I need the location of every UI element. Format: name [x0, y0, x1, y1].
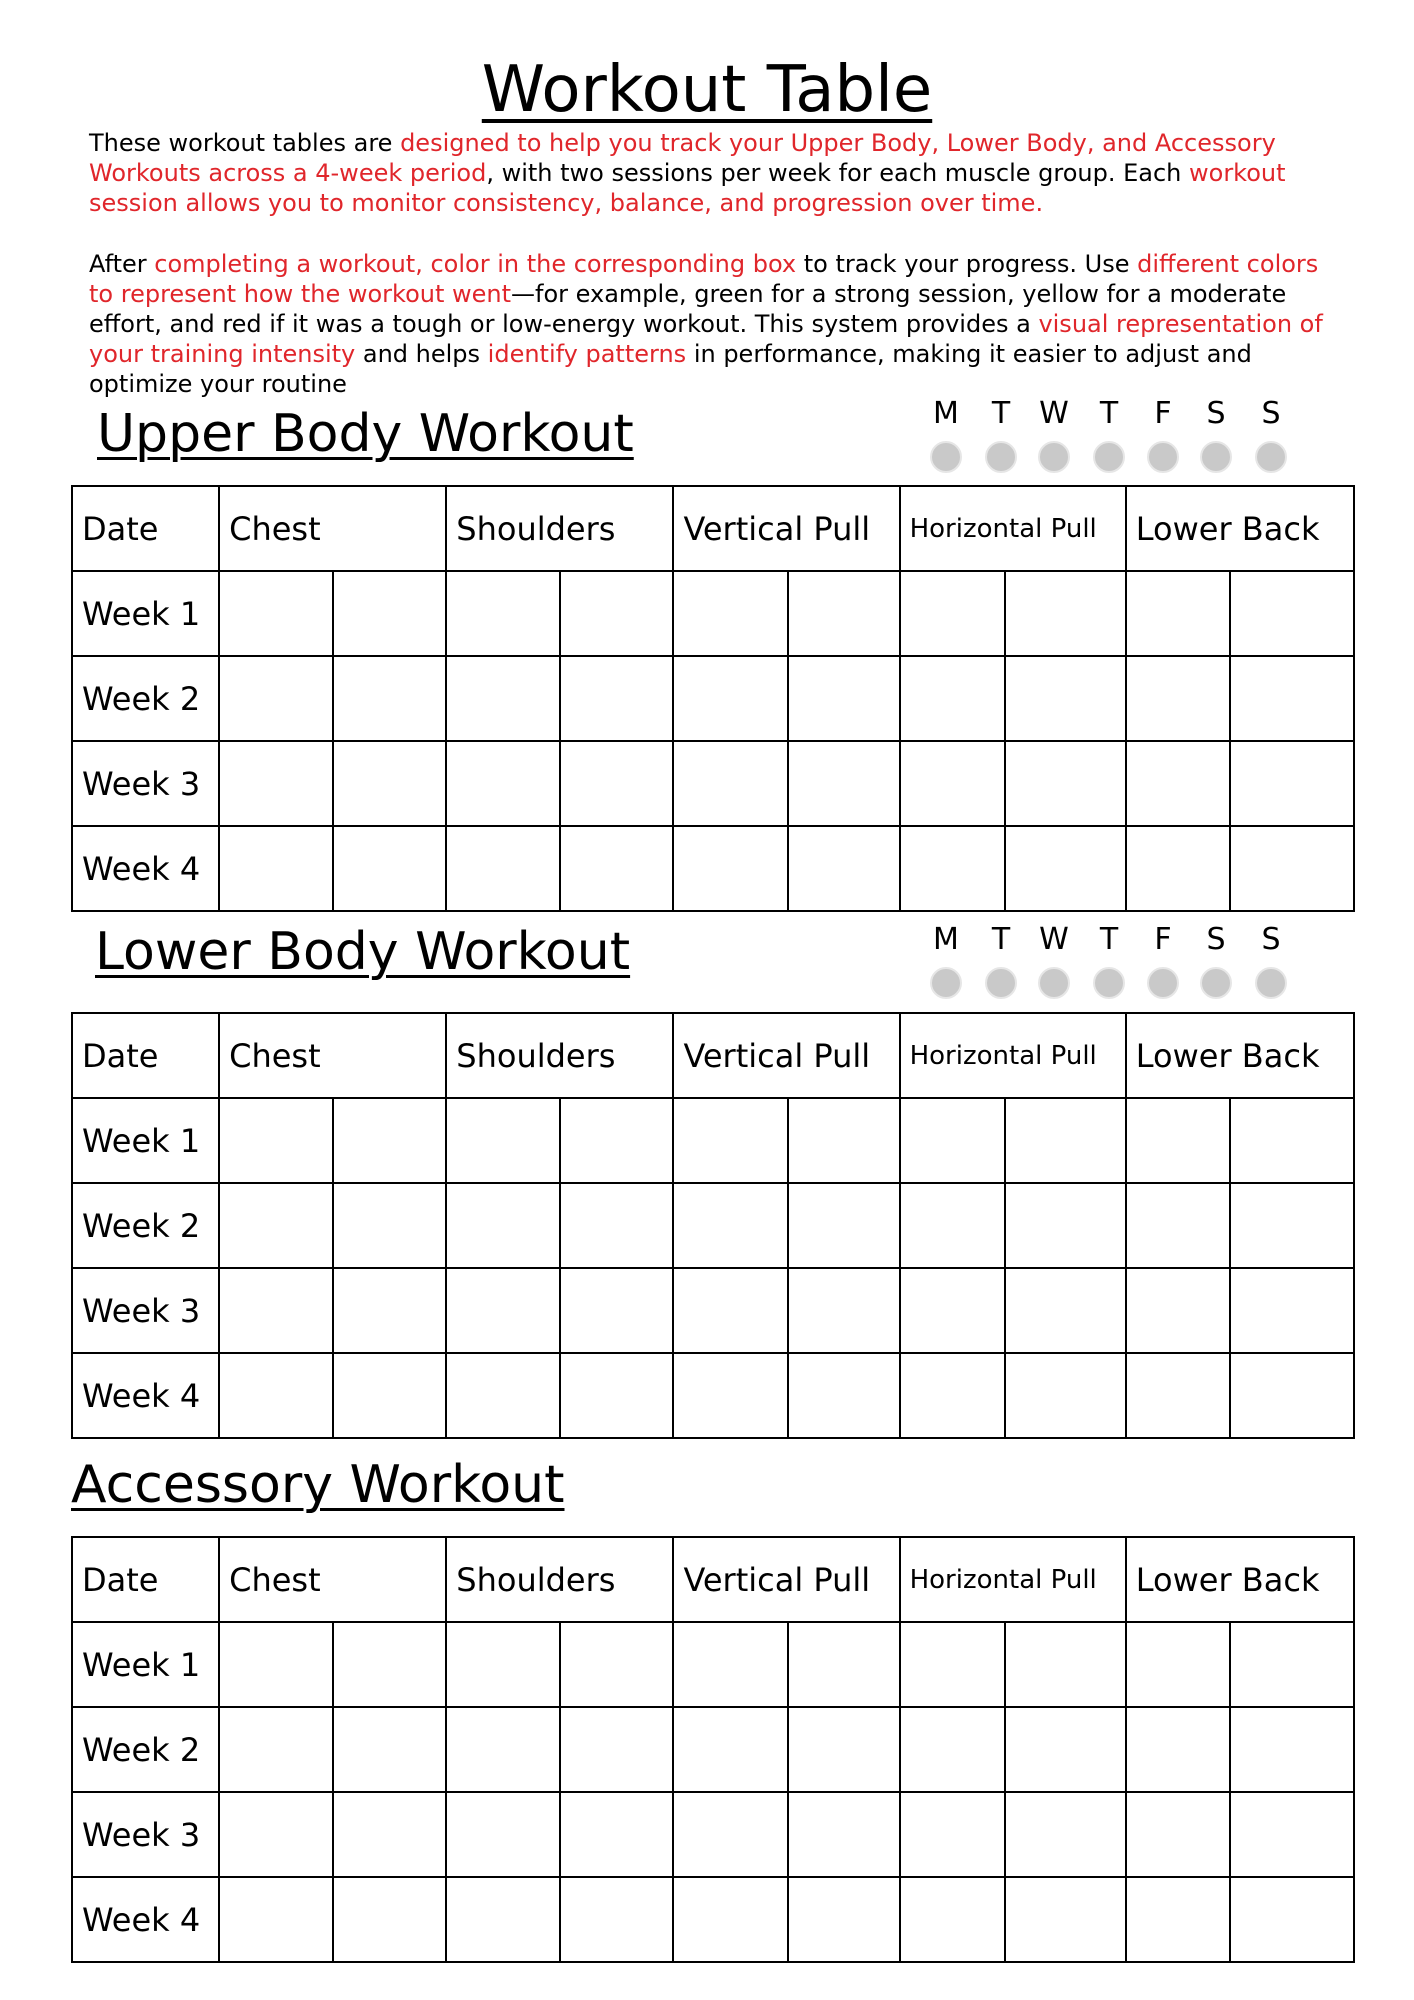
- day-label: F: [1154, 922, 1172, 957]
- session-box[interactable]: [560, 1707, 673, 1792]
- column-header: Horizontal Pull: [900, 1013, 1126, 1098]
- session-box[interactable]: [900, 1792, 1005, 1877]
- week-label: Week 4: [72, 1877, 219, 1962]
- lower-body-day-tracker: [930, 923, 1290, 993]
- session-box[interactable]: [333, 1877, 446, 1962]
- session-box[interactable]: [219, 1622, 333, 1707]
- session-box[interactable]: [900, 1707, 1005, 1792]
- session-box[interactable]: [1005, 1098, 1126, 1183]
- session-box[interactable]: [1005, 1792, 1126, 1877]
- session-box[interactable]: [560, 1353, 673, 1438]
- session-box[interactable]: [1230, 1183, 1354, 1268]
- week-label: Week 3: [72, 1268, 219, 1353]
- highlighted-text: visual representation of your training intensity: [89, 310, 1323, 368]
- day-circle[interactable]: [1093, 967, 1125, 999]
- session-box[interactable]: [1005, 571, 1126, 656]
- session-box[interactable]: [900, 1268, 1005, 1353]
- session-box[interactable]: [1230, 1268, 1354, 1353]
- column-header: Lower Back: [1126, 1013, 1354, 1098]
- session-box[interactable]: [1230, 826, 1354, 911]
- session-box[interactable]: [1230, 1353, 1354, 1438]
- intro-text: These workout tables are: [89, 129, 401, 157]
- day-label: F: [1154, 396, 1172, 431]
- column-header: Date: [72, 486, 219, 571]
- session-box[interactable]: [560, 571, 673, 656]
- session-box[interactable]: [673, 1183, 787, 1268]
- session-box[interactable]: [219, 1268, 333, 1353]
- session-box[interactable]: [333, 571, 446, 656]
- table-row: [72, 1877, 1354, 1962]
- session-box[interactable]: [1126, 1183, 1230, 1268]
- table-row: [72, 1098, 1354, 1183]
- day-circle[interactable]: [930, 967, 962, 999]
- session-box[interactable]: [1126, 1098, 1230, 1183]
- week-label: Week 1: [72, 571, 219, 656]
- session-box[interactable]: [900, 741, 1005, 826]
- session-box[interactable]: [788, 1183, 900, 1268]
- intro-text: to track your progress. Use: [796, 250, 1138, 278]
- day-circle[interactable]: [1093, 441, 1125, 473]
- intro-text: in performance, making it easier to adjust and optimize your routine: [89, 340, 1252, 398]
- session-box[interactable]: [333, 1268, 446, 1353]
- week-label: Week 3: [72, 741, 219, 826]
- session-box[interactable]: [788, 1622, 900, 1707]
- table-row: [72, 1353, 1354, 1438]
- session-box[interactable]: [333, 1622, 446, 1707]
- column-header: Shoulders: [446, 1013, 673, 1098]
- upper-body-title: Upper Body Workout: [97, 404, 634, 464]
- session-box[interactable]: [1230, 656, 1354, 741]
- session-box[interactable]: [673, 1877, 787, 1962]
- session-box[interactable]: [219, 1792, 333, 1877]
- table-header-row: [72, 1537, 1354, 1622]
- session-box[interactable]: [446, 656, 560, 741]
- session-box[interactable]: [560, 1622, 673, 1707]
- table-row: [72, 656, 1354, 741]
- week-label: Week 4: [72, 826, 219, 911]
- table-row: [72, 1183, 1354, 1268]
- day-circle[interactable]: [1200, 967, 1232, 999]
- session-box[interactable]: [673, 1353, 787, 1438]
- session-box[interactable]: [673, 1707, 787, 1792]
- day-circle[interactable]: [1038, 967, 1070, 999]
- session-box[interactable]: [446, 826, 560, 911]
- session-box[interactable]: [788, 1098, 900, 1183]
- session-box[interactable]: [333, 826, 446, 911]
- session-box[interactable]: [1126, 1877, 1230, 1962]
- table-row: [72, 1268, 1354, 1353]
- table-row: [72, 1707, 1354, 1792]
- day-label: S: [1206, 922, 1226, 957]
- session-box[interactable]: [333, 1353, 446, 1438]
- session-box[interactable]: [900, 656, 1005, 741]
- week-label: Week 2: [72, 1707, 219, 1792]
- highlighted-text: different colors to represent how the workout went: [89, 250, 1319, 308]
- session-box[interactable]: [446, 741, 560, 826]
- accessory-table: [71, 1536, 1355, 1963]
- week-label: Week 2: [72, 1183, 219, 1268]
- column-header: Chest: [219, 1537, 446, 1622]
- column-header: Lower Back: [1126, 1537, 1354, 1622]
- session-box[interactable]: [1005, 1183, 1126, 1268]
- session-box[interactable]: [219, 571, 333, 656]
- session-box[interactable]: [1126, 656, 1230, 741]
- table-row: [72, 1622, 1354, 1707]
- highlighted-text: completing a workout, color in the corresponding box: [154, 250, 797, 278]
- day-circle[interactable]: [1255, 441, 1287, 473]
- session-box[interactable]: [1005, 741, 1126, 826]
- session-box[interactable]: [560, 1268, 673, 1353]
- session-box[interactable]: [788, 1268, 900, 1353]
- day-label: M: [933, 396, 959, 431]
- table-row: [72, 826, 1354, 911]
- session-box[interactable]: [219, 1183, 333, 1268]
- day-label: S: [1206, 396, 1226, 431]
- day-circle[interactable]: [1147, 967, 1179, 999]
- highlighted-text: identify patterns: [487, 340, 687, 368]
- session-box[interactable]: [1126, 1707, 1230, 1792]
- session-box[interactable]: [788, 741, 900, 826]
- intro-text: , with two sessions per week for each muscle group. Each: [486, 159, 1189, 187]
- session-box[interactable]: [1126, 1353, 1230, 1438]
- intro-text: After: [89, 250, 155, 278]
- session-box[interactable]: [900, 826, 1005, 911]
- page-title: Workout Table: [481, 53, 933, 127]
- session-box[interactable]: [560, 1183, 673, 1268]
- session-box[interactable]: [333, 741, 446, 826]
- day-circle[interactable]: [930, 441, 962, 473]
- day-label: T: [1099, 396, 1119, 431]
- week-label: Week 4: [72, 1353, 219, 1438]
- session-box[interactable]: [219, 826, 333, 911]
- session-box[interactable]: [333, 1707, 446, 1792]
- session-box[interactable]: [788, 656, 900, 741]
- session-box[interactable]: [900, 1353, 1005, 1438]
- lower-body-title: Lower Body Workout: [95, 922, 631, 982]
- session-box[interactable]: [1230, 1792, 1354, 1877]
- session-box[interactable]: [900, 1183, 1005, 1268]
- day-label: T: [991, 396, 1011, 431]
- session-box[interactable]: [1230, 741, 1354, 826]
- intro-paragraph-1: [89, 128, 1349, 218]
- day-label: T: [1099, 922, 1119, 957]
- session-box[interactable]: [1005, 1622, 1126, 1707]
- accessory-title: Accessory Workout: [71, 1455, 565, 1515]
- day-label: S: [1261, 396, 1281, 431]
- session-box[interactable]: [673, 656, 787, 741]
- day-circle[interactable]: [985, 967, 1017, 999]
- session-box[interactable]: [1126, 826, 1230, 911]
- session-box[interactable]: [900, 1622, 1005, 1707]
- column-header: Chest: [219, 486, 446, 571]
- day-label: M: [933, 922, 959, 957]
- session-box[interactable]: [219, 1707, 333, 1792]
- session-box[interactable]: [446, 571, 560, 656]
- session-box[interactable]: [1230, 1877, 1354, 1962]
- session-box[interactable]: [1230, 1707, 1354, 1792]
- column-header: Vertical Pull: [673, 486, 899, 571]
- session-box[interactable]: [788, 1877, 900, 1962]
- session-box[interactable]: [673, 1622, 787, 1707]
- session-box[interactable]: [1230, 1098, 1354, 1183]
- session-box[interactable]: [446, 1792, 560, 1877]
- column-header: Shoulders: [446, 486, 673, 571]
- session-box[interactable]: [333, 656, 446, 741]
- day-circle[interactable]: [1147, 441, 1179, 473]
- session-box[interactable]: [219, 1877, 333, 1962]
- lower-body-table: [71, 1012, 1355, 1439]
- column-header: Vertical Pull: [673, 1537, 899, 1622]
- session-box[interactable]: [1005, 656, 1126, 741]
- session-box[interactable]: [1126, 1792, 1230, 1877]
- session-box[interactable]: [560, 826, 673, 911]
- column-header: Chest: [219, 1013, 446, 1098]
- session-box[interactable]: [1005, 826, 1126, 911]
- session-box[interactable]: [560, 1792, 673, 1877]
- day-circle[interactable]: [1038, 441, 1070, 473]
- upper-body-table: [71, 485, 1355, 912]
- column-header: Vertical Pull: [673, 1013, 899, 1098]
- session-box[interactable]: [446, 1707, 560, 1792]
- session-box[interactable]: [1126, 571, 1230, 656]
- session-box[interactable]: [1230, 571, 1354, 656]
- session-box[interactable]: [788, 1707, 900, 1792]
- session-box[interactable]: [560, 1877, 673, 1962]
- column-header: Horizontal Pull: [900, 1537, 1126, 1622]
- session-box[interactable]: [1005, 1268, 1126, 1353]
- session-box[interactable]: [560, 656, 673, 741]
- session-box[interactable]: [560, 741, 673, 826]
- day-label: T: [991, 922, 1011, 957]
- session-box[interactable]: [333, 1183, 446, 1268]
- session-box[interactable]: [673, 1792, 787, 1877]
- session-box[interactable]: [333, 1792, 446, 1877]
- session-box[interactable]: [900, 1098, 1005, 1183]
- session-box[interactable]: [1005, 1707, 1126, 1792]
- column-header: Date: [72, 1537, 219, 1622]
- session-box[interactable]: [219, 741, 333, 826]
- session-box[interactable]: [446, 1098, 560, 1183]
- intro-text: and helps: [355, 340, 488, 368]
- session-box[interactable]: [219, 1353, 333, 1438]
- upper-body-day-tracker: [930, 397, 1290, 467]
- day-label: S: [1261, 922, 1281, 957]
- day-circle[interactable]: [1200, 441, 1232, 473]
- intro-paragraph-2: [89, 249, 1349, 399]
- column-header: Horizontal Pull: [900, 486, 1126, 571]
- table-row: [72, 1792, 1354, 1877]
- session-box[interactable]: [673, 571, 787, 656]
- session-box[interactable]: [446, 1268, 560, 1353]
- session-box[interactable]: [673, 826, 787, 911]
- column-header: Shoulders: [446, 1537, 673, 1622]
- session-box[interactable]: [446, 1622, 560, 1707]
- column-header: Date: [72, 1013, 219, 1098]
- table-row: [72, 741, 1354, 826]
- highlighted-text: workout session allows you to monitor consistency, balance, and progression over time.: [89, 159, 1286, 217]
- table-header-row: [72, 486, 1354, 571]
- session-box[interactable]: [900, 571, 1005, 656]
- session-box[interactable]: [673, 1268, 787, 1353]
- week-label: Week 1: [72, 1098, 219, 1183]
- session-box[interactable]: [673, 1098, 787, 1183]
- day-circle[interactable]: [1255, 967, 1287, 999]
- session-box[interactable]: [1126, 1622, 1230, 1707]
- day-circle[interactable]: [985, 441, 1017, 473]
- session-box[interactable]: [219, 656, 333, 741]
- week-label: Week 2: [72, 656, 219, 741]
- table-row: [72, 571, 1354, 656]
- session-box[interactable]: [900, 1877, 1005, 1962]
- day-label: W: [1039, 396, 1069, 431]
- intro-text: —for example, green for a strong session, yellow for a moderate effort, and red if it was a tough or low-energy workout. This system provides a: [89, 280, 1287, 338]
- table-header-row: [72, 1013, 1354, 1098]
- week-label: Week 1: [72, 1622, 219, 1707]
- session-box[interactable]: [1230, 1622, 1354, 1707]
- session-box[interactable]: [673, 741, 787, 826]
- session-box[interactable]: [333, 1098, 446, 1183]
- session-box[interactable]: [1005, 1353, 1126, 1438]
- day-label: W: [1039, 922, 1069, 957]
- column-header: Lower Back: [1126, 486, 1354, 571]
- session-box[interactable]: [788, 1353, 900, 1438]
- session-box[interactable]: [788, 1792, 900, 1877]
- session-box[interactable]: [1126, 1268, 1230, 1353]
- session-box[interactable]: [788, 571, 900, 656]
- session-box[interactable]: [560, 1098, 673, 1183]
- session-box[interactable]: [446, 1183, 560, 1268]
- session-box[interactable]: [219, 1098, 333, 1183]
- session-box[interactable]: [1126, 741, 1230, 826]
- session-box[interactable]: [788, 826, 900, 911]
- highlighted-text: designed to help you track your Upper Body, Lower Body, and Accessory Workouts across a 4-week period: [89, 129, 1276, 187]
- week-label: Week 3: [72, 1792, 219, 1877]
- session-box[interactable]: [446, 1877, 560, 1962]
- session-box[interactable]: [446, 1353, 560, 1438]
- session-box[interactable]: [1005, 1877, 1126, 1962]
